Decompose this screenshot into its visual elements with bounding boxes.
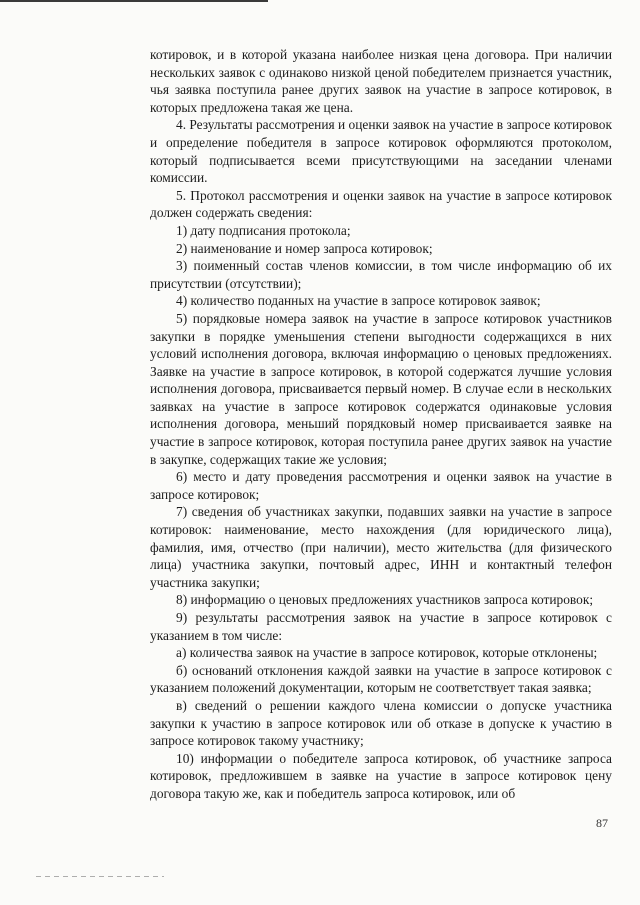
paragraph: 5) порядковые номера заявок на участие в запросе котировок участников закупки в порядке уменьшения степени выгодности содержащихся в них условий исполнения договора, включая информацию о ценовых предложениях. Заявке на участие в запросе котировок, в которой содержатся лучшие условия исполнения договора, присваивается первый номер. В случае если в нескольких заявках на участие в запросе котировок содержатся одинаковые условия исполнения договора, меньший порядковый номер присваивается заявке на участие в запросе котировок, которая поступила ранее других заявок на участие в закупке, содержащих такие же условия; [150, 310, 612, 467]
page-number: 87 [596, 816, 608, 830]
paragraph: 4) количество поданных на участие в запросе котировок заявок; [176, 293, 541, 309]
paragraph: 8) информацию о ценовых предложениях участников запроса котировок; [176, 592, 594, 608]
paragraph: б) оснований отклонения каждой заявки на участие в запросе котировок с указанием положений документации, которым не соответствует такая заявка; [150, 662, 612, 696]
paragraph: в) сведений о решении каждого члена комиссии о допуске участника закупки к участию в запросе котировок или об отказе в допуске к участию в запросе котировок такому участнику; [150, 697, 612, 749]
scan-edge-line [0, 0, 268, 2]
paragraph: 2) наименование и номер запроса котировок; [176, 240, 433, 256]
paragraph: 5. Протокол рассмотрения и оценки заявок на участие в запросе котировок должен содержать сведения: [150, 187, 612, 221]
paragraph: 4. Результаты рассмотрения и оценки заявок на участие в запросе котировок и определение победителя в запросе котировок оформляются протоколом, который подписывается всеми присутствующими на заседании членами комиссии. [150, 117, 612, 186]
paragraph: 1) дату подписания протокола; [176, 222, 351, 238]
paragraph: 9) результаты рассмотрения заявок на участие в запросе котировок с указанием в том числе: [150, 610, 612, 643]
document-text-body [150, 46, 612, 803]
paragraph: а) количества заявок на участие в запросе котировок, которые отклонены; [176, 645, 598, 661]
paragraph: 7) сведения об участниках закупки, подавших заявки на участие в запросе котировок: наименование, место нахождения (для юридического лица), фамилия, имя, отчество (при наличии), место жительства (для физического лица) участника закупки, почтовый адрес, ИНН и контактный телефон участника закупки; [150, 504, 612, 590]
paragraph: 10) информации о победителе запроса котировок, об участнике запроса котировок, предложившем в заявке на участие в запросе котировок цену договора такую же, как и победитель запроса котировок, или об [150, 750, 612, 801]
paragraph: 6) место и дату проведения рассмотрения и оценки заявок на участие в запросе котировок; [150, 469, 612, 502]
paragraph: котировок, и в которой указана наиболее низкая цена договора. При наличии нескольких заявок с одинаково низкой ценой победителем признается участник, чья заявка поступила ранее других заявок на участие в запросе котировок, в которых предложена такая же цена. [150, 47, 612, 115]
paragraph: 3) поименный состав членов комиссии, в том числе информацию об их присутствии (отсутствии); [150, 258, 612, 291]
scan-artifact-line [36, 876, 164, 877]
